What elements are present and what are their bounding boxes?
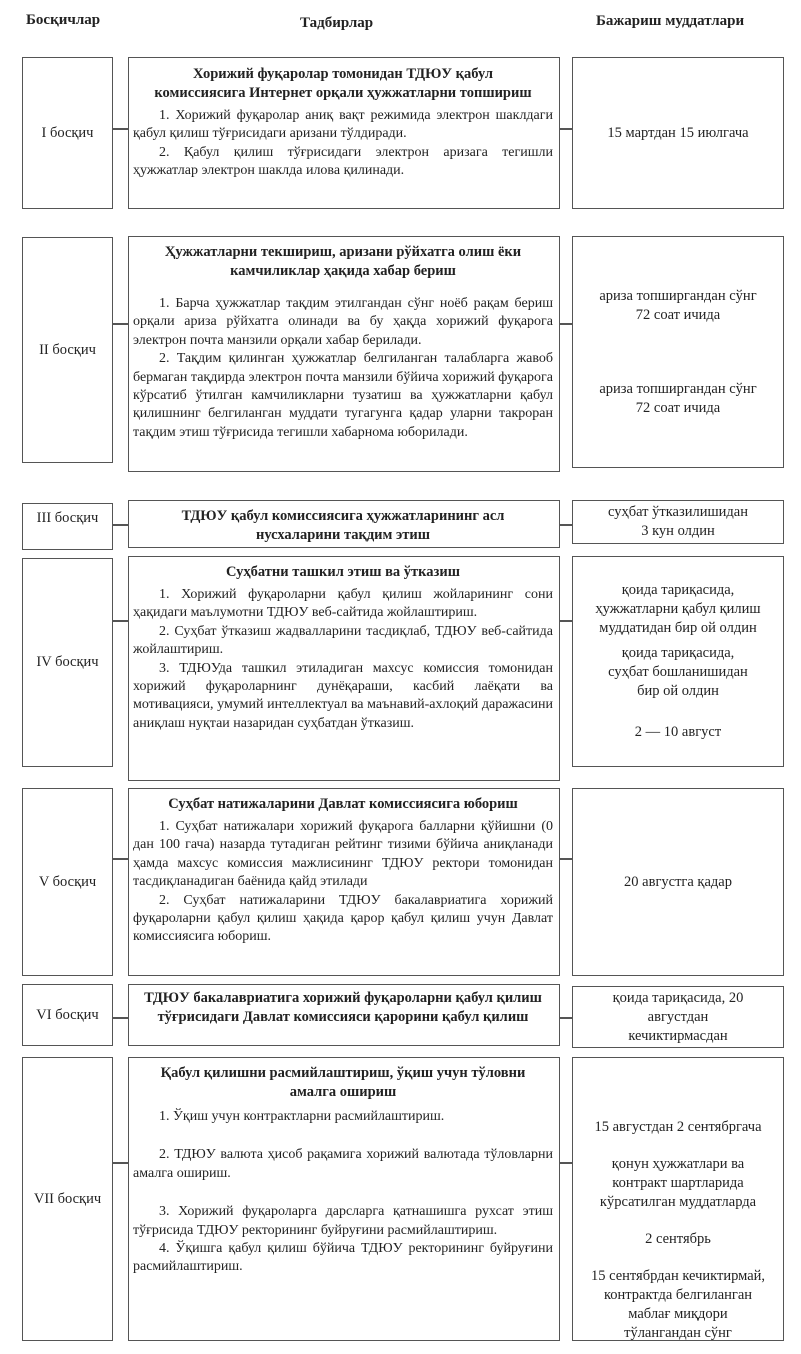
activity-item: 3. ТДЮУда ташкил этиладиган махсус комиссия томонидан хорижий фуқароларнинг дунёқараши, касбий лаёқати ва мотивацияси, умумий интеллектуал ва маънавий-ахлоқий даражасини аниқлаш нуқтаи назаридан суҳбатдан ўтказиш. [133,660,553,731]
deadline-text: 15 августдан 2 сентябргача [594,1119,762,1135]
connector-line [560,1017,572,1019]
activity-item: 2. Суҳбат ўтказиш жадвалларини тасдиқлаб, ТДЮУ веб-сайтида жойлаштириш. [133,623,553,658]
deadline-text: ариза топширгандан сўнг 72 соат ичида [599,380,757,416]
stage-label-box [22,984,113,1046]
deadline-box [572,986,784,1048]
activity-title: Қабул қилишни расмийлаштириш, ўқиш учун тўловни амалга ошириш [160,1065,526,1100]
stage-label-box [22,503,113,550]
deadline-text: қоида тариқасида, 20 августдан кечиктирмасдан [612,989,744,1044]
stage-label: VI босқич [36,1006,99,1023]
activity-item: 2. Суҳбат натижаларини ТДЮУ бакалавриатига хорижий фуқароларни қабул қилиш ҳақида қарор қабул қилиш учун Давлат комиссиясига юбориш. [133,892,553,945]
deadline-text: 15 мартдан 15 июлгача [607,124,749,141]
activity-item: 1. Ўқиш учун контрактларни расмийлаштириш. [159,1109,445,1124]
stage-label: II босқич [39,341,96,358]
deadline-text: ариза топширгандан сўнг 72 соат ичида [599,287,757,323]
activity-item: 2. Қабул қилиш тўғрисидаги электрон аризага тегишли ҳужжатлар электрон шаклда илова қилинади. [133,144,553,179]
stage-label-box [22,558,113,767]
activity-item: 1. Хорижий фуқаролар аниқ вақт режимида электрон шаклдаги қабул қилиш тўғрисидаги аризани тўлдиради. [133,108,553,142]
activity-item: 2. ТДЮУ валюта ҳисоб рақамига хорижий валютада тўловларни амалга ошириш. [133,1147,553,1181]
connector-line [113,858,128,860]
stage-label-box [22,1057,113,1341]
activity-box [128,57,560,209]
activity-item: 4. Ўқишга қабул қилиш бўйича ТДЮУ ректорининг буйруғини расмийлаштириш. [133,1241,553,1275]
connector-line [560,128,572,130]
stage-label: V босқич [38,873,97,890]
deadline-box [572,556,784,767]
connector-line [560,1162,572,1164]
activity-box [128,556,560,781]
header-deadlines: Бажариш муддатлари [596,13,745,29]
activity-title: Суҳбатни ташкил этиш ва ўтказиш [226,564,460,580]
activity-box [128,236,560,472]
deadline-box [572,1057,784,1341]
connector-line [560,858,572,860]
deadline-text: 2 — 10 август [634,724,722,740]
deadline-box [572,788,784,976]
activity-item: 1. Хорижий фуқароларни қабул қилиш жойларининг сони ҳақидаги маълумотни ТДЮУ веб-сайтида жойлаштириш. [133,587,553,621]
deadline-box [572,57,784,209]
connector-line [113,524,128,526]
activity-title: Суҳбат натижаларини Давлат комиссиясига юбориш [168,796,518,812]
header-stages: Босқичлар [26,12,101,28]
deadline-text: 20 августга қадар [624,873,732,890]
deadline-text: қонун ҳужжатлари ва контракт шартларида кўрсатилган муддатларда [599,1156,757,1210]
deadline-box [572,236,784,468]
activity-item: 2. Тақдим қилинган ҳужжатлар белгиланган талабларга жавоб бермаган тақдирда электрон почта манзили бўйича хорижий фуқарога кўрсатиб ўтилган камчиликларни тузатиш ва ҳужжатларни қабул қилишнинг белгиланган муддати тугагунга қадар уларни такроран тақдим этиш тўғрисида тегишли хабарнома юборилади. [133,351,553,440]
stage-label: I босқич [41,124,94,141]
stage-label-box [22,237,113,463]
activity-title: ТДЮУ бакалавриатига хорижий фуқароларни қабул қилиш тўғрисидаги Давлат комиссияси қарорини қабул қилиш [144,990,542,1025]
activity-title: Хорижий фуқаролар томонидан ТДЮУ қабул комиссиясига Интернет орқали ҳужжатларни топшириш [154,66,532,101]
deadline-box [572,500,784,544]
connector-line [113,1017,128,1019]
stage-label-box [22,788,113,976]
activity-title: ТДЮУ қабул комиссиясига ҳужжатларининг асл нусхаларини тақдим этиш [181,508,505,543]
connector-line [113,620,128,622]
activity-item: 1. Барча ҳужжатлар тақдим этилгандан сўнг ноёб рақам бериш орқали ариза рўйхатга олинади ва бу ҳақда хорижий фуқарога электрон почта манзили орқали хабар берилади. [133,296,553,348]
connector-line [560,620,572,622]
stage-label-box [22,57,113,209]
stage-label: VII босқич [33,1190,102,1207]
activity-item: 3. Хорижий фуқароларга дарсларга қатнашишга рухсат этиш тўғрисида ТДЮУ ректорининг буйруғини расмийлаштириш. [133,1204,553,1238]
deadline-text: суҳбат ўтказилишидан 3 кун олдин [608,504,748,539]
activity-box [128,788,560,976]
deadline-text: 2 сентябрь [645,1231,711,1247]
connector-line [560,323,572,325]
stage-label: III босқич [36,510,99,526]
activity-item: 1. Суҳбат натижалари хорижий фуқарога балларни қўйишни (0 дан 100 гача) назарда тутадиган рейтинг тизими бўйича аниқланади ҳамда махсус комиссия мажлисининг ТДЮУ ректори томонидан тасдиқланадиган баёнида қайд этилади [133,819,553,890]
header-activities: Тадбирлар [300,15,374,31]
activity-box [128,1057,560,1341]
connector-line [560,524,572,526]
connector-line [113,323,128,325]
activity-box [128,500,560,548]
connector-line [113,128,128,130]
connector-line [113,1162,128,1164]
deadline-text: 15 сентябрдан кечиктирмай, контрактда белгиланган маблағ миқдори тўлангандан сўнг [590,1268,766,1341]
deadline-text: қоида тариқасида, ҳужжатларни қабул қилиш муддатидан бир ой олдин [595,582,761,636]
activity-box [128,984,560,1046]
stage-label: IV босқич [36,654,99,670]
deadline-text: қоида тариқасида, суҳбат бошланишидан бир ой олдин [608,645,748,699]
activity-title: Ҳужжатларни текшириш, аризани рўйхатга олиш ёки камчиликлар ҳақида хабар бериш [164,244,522,279]
